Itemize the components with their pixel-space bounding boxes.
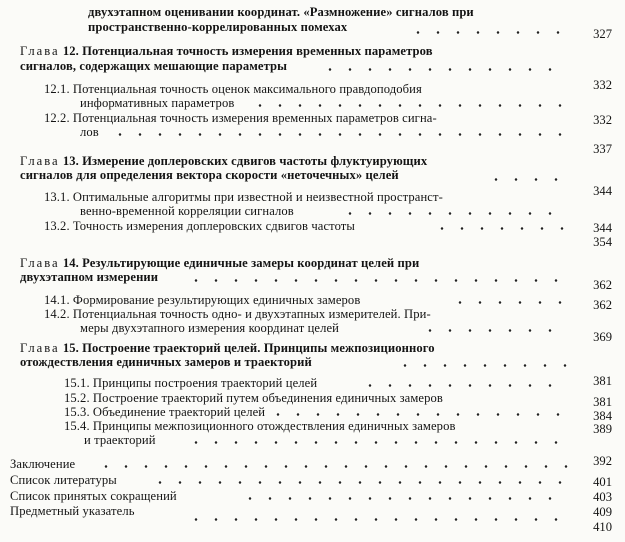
section-14-1: 14.1. Формирование результирующих единичных замеров <box>44 293 361 307</box>
chapter-12-title-line2: сигналов, содержащих мешающие параметры <box>20 59 288 73</box>
leader-dots <box>340 212 568 215</box>
page-number: 327 <box>593 27 612 41</box>
chapter-13-title-line1: Глава 13. Измерение доплеровских сдвигов частоты флуктуирующих <box>20 154 428 168</box>
page-number: 362 <box>593 298 612 312</box>
chapter-13-title-line2: сигналов для определения вектора скорости «неточечных» целей <box>20 168 399 182</box>
leader-dots <box>320 68 568 71</box>
section-13-1-line1: 13.1. Оптимальные алгоритмы при известной и неизвестной пространст- <box>44 190 443 204</box>
page-number: 344 <box>593 184 612 198</box>
page-number: 369 <box>593 330 612 344</box>
section-15-3: 15.3. Объединение траекторий целей <box>64 405 266 419</box>
conclusion-entry: Заключение <box>10 457 76 471</box>
leader-dots <box>360 384 568 387</box>
page-number: 389 <box>593 422 612 436</box>
page-number: 392 <box>593 454 612 468</box>
page-number: 337 <box>593 142 612 156</box>
leader-dots <box>186 279 568 282</box>
page-number: 384 <box>593 409 612 423</box>
page-number: 354 <box>593 235 612 249</box>
section-15-4-line2: и траекторий <box>84 433 156 447</box>
section-12-1-line2: информативных параметров <box>80 96 235 110</box>
chapter-12-title-line1: Глава 12. Потенциальная точность измерения временных параметров <box>20 44 433 58</box>
leader-dots <box>250 104 568 107</box>
page-number: 362 <box>593 278 612 292</box>
page-number: 401 <box>593 475 612 489</box>
section-13-1-line2: венно-временной корреляции сигналов <box>80 204 294 218</box>
chapter-14-title-line2: двухэтапном измерении <box>20 270 159 284</box>
section-12-2-line2: лов <box>80 125 99 139</box>
leader-dots <box>186 518 568 521</box>
page-number: 410 <box>593 520 612 534</box>
leader-dots <box>110 133 568 136</box>
leader-dots <box>420 329 568 332</box>
section-12-1-line1: 12.1. Потенциальная точность оценок максимального правдоподобия <box>44 82 422 96</box>
leader-dots <box>486 178 568 181</box>
section-14-2-line1: 14.2. Потенциальная точность одно- и двухэтапных измерителей. При- <box>44 307 431 321</box>
leader-dots <box>432 227 568 230</box>
chapter-15-title-line1: Глава 15. Построение траекторий целей. Принципы межпозиционного <box>20 341 435 355</box>
leader-dots <box>186 441 568 444</box>
leader-dots <box>150 481 568 484</box>
chapter-14-title-line1: Глава 14. Результирующие единичные замеры координат целей при <box>20 256 420 270</box>
section-13-2: 13.2. Точность измерения доплеровских сдвигов частоты <box>44 219 355 233</box>
section-15-4-line1: 15.4. Принципы межпозиционного отождествления единичных замеров <box>64 419 456 433</box>
page-number: 381 <box>593 374 612 388</box>
leader-dots <box>96 465 568 468</box>
entry-11-line2: пространственно-коррелированных помехах <box>88 20 348 34</box>
leader-dots <box>395 364 568 367</box>
leader-dots <box>268 413 568 416</box>
section-15-2: 15.2. Построение траекторий путем объединения единичных замеров <box>64 391 443 405</box>
page-number: 332 <box>593 113 612 127</box>
leader-dots <box>408 31 568 34</box>
page-number: 344 <box>593 221 612 235</box>
references-entry: Список литературы <box>10 473 117 487</box>
chapter-15-title-line2: отождествления единичных замеров и траекторий <box>20 355 312 369</box>
page-number: 381 <box>593 395 612 409</box>
leader-dots <box>450 301 568 304</box>
entry-11-line1: двухэтапном оценивании координат. «Размножение» сигналов при <box>88 5 474 19</box>
section-14-2-line2: меры двухэтапного измерения координат целей <box>80 321 340 335</box>
page-number: 409 <box>593 505 612 519</box>
leader-dots <box>240 497 568 500</box>
abbreviations-entry: Список принятых сокращений <box>10 489 177 503</box>
section-12-2-line1: 12.2. Потенциальная точность измерения временных параметров сигна- <box>44 111 437 125</box>
page-number: 332 <box>593 78 612 92</box>
page-number: 403 <box>593 490 612 504</box>
section-15-1: 15.1. Принципы построения траекторий целей <box>64 376 318 390</box>
subject-index-entry: Предметный указатель <box>10 504 135 518</box>
